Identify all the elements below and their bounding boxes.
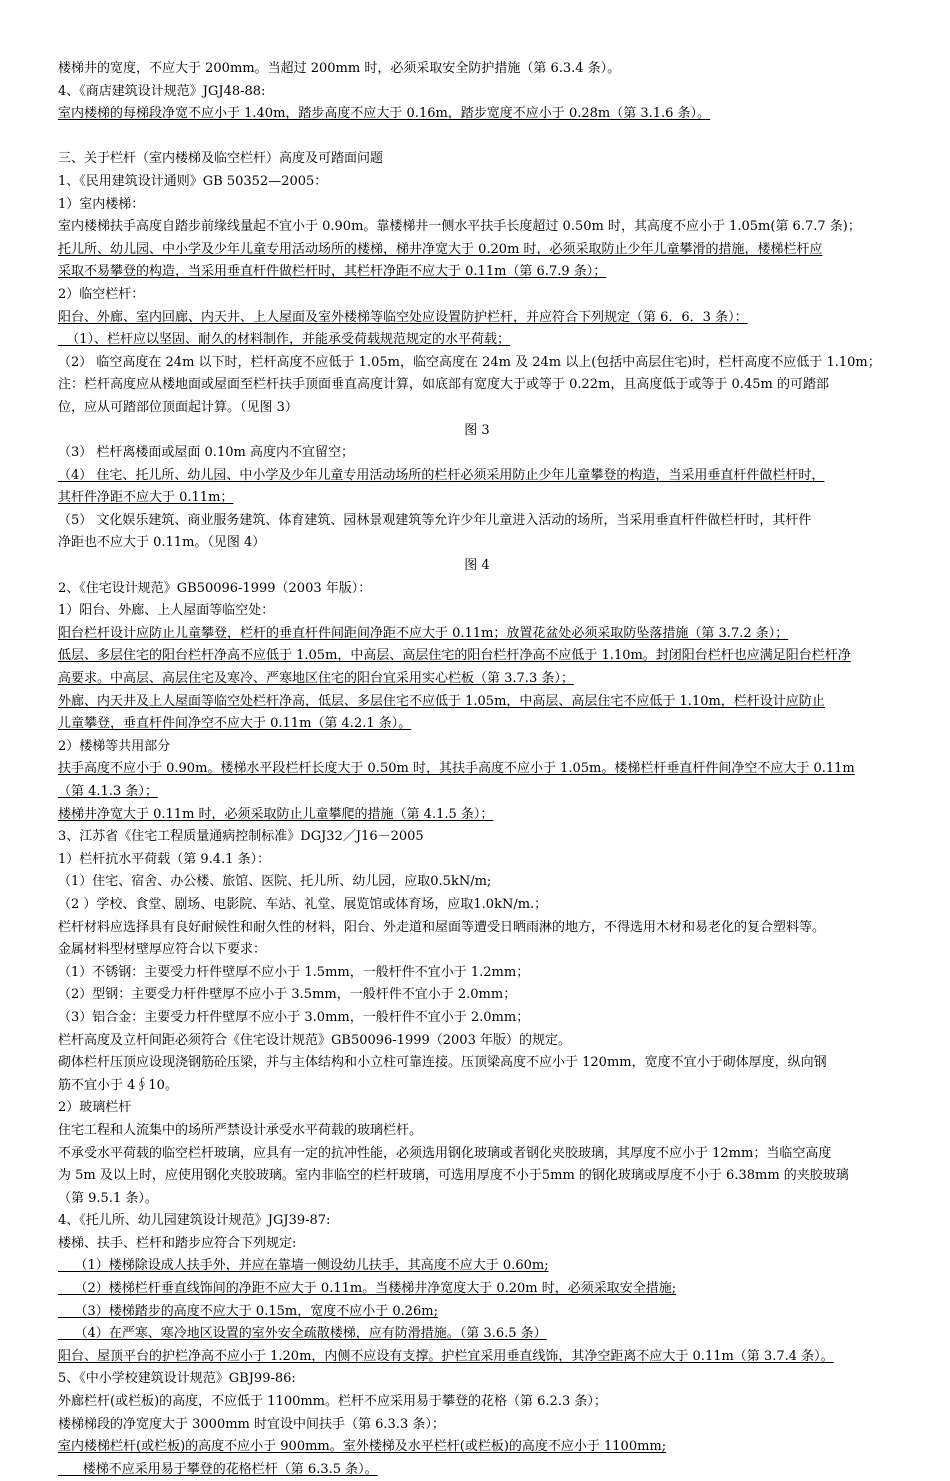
text-line: 楼梯、扶手、栏杆和踏步应符合下列规定: <box>58 1235 297 1251</box>
text-line: 筋不宜小于 4∮10。 <box>58 1077 178 1093</box>
text-line: （1）楼梯除设成人扶手外，并应在靠墙一侧设幼儿扶手，其高度不应大于 0.60m; <box>58 1258 549 1274</box>
text-line: 三、关于栏杆（室内楼梯及临空栏杆）高度及可踏面问题 <box>58 151 384 167</box>
text-line: 儿童攀登，垂直杆件间净空不应大于 0.11m（第 4.2.1 条）。 <box>58 716 412 732</box>
text-line: 1）阳台、外廊、上人屋面等临空处： <box>58 603 275 619</box>
text-line: 外廊、内天井及上人屋面等临空处栏杆净高，低层、多层住宅不应低于 1.05m，中高层、高层住宅不应低于 1.10m，栏杆设计应防止 <box>58 693 825 709</box>
text-line: 不承受水平荷载的临空栏杆玻璃，应具有一定的抗冲性能，必须选用钢化玻璃或者钢化夹胶玻璃，其厚度不应小于 12mm；当临空高度 <box>58 1145 832 1161</box>
text-line: 2）临空栏杆： <box>58 286 145 302</box>
text-line: （3）楼梯踏步的高度不应大于 0.15m，宽度不应小于 0.26m; <box>58 1303 438 1319</box>
text-line: 外廊栏杆(或栏板)的高度，不应低于 1100mm。栏杆不应采用易于攀登的花格（第 6.2.3 条）； <box>58 1394 607 1410</box>
text-line: 阳台栏杆设计应防止儿童攀登，栏杆的垂直杆件间距间净距不应大于 0.11m；放置花盆处必须采取防坠落措施（第 3.7.2 条）； <box>58 625 789 641</box>
text-line: （第 4.1.3 条）； <box>58 784 158 799</box>
text-line: 阳台、屋顶平台的护栏净高不应小于 1.20m，内侧不应设有支撑。护栏宜采用垂直线饰，其净空距离不应大于 0.11m（第 3.7.4 条）。 <box>58 1348 834 1364</box>
text-line: （3） 栏杆离楼面或屋面 0.10m 高度内不宜留空； <box>58 445 354 461</box>
text-line: 1）室内楼梯： <box>58 196 145 212</box>
text-line: 2）玻璃栏杆 <box>58 1100 132 1116</box>
text-line: 楼梯不应采用易于攀登的花格栏杆（第 6.3.5 条）。 <box>58 1461 378 1477</box>
text-line: 楼梯梯段的净宽度大于 3000mm 时宜设中间扶手（第 6.3.3 条）； <box>58 1416 445 1432</box>
text-line: 5、《中小学校建筑设计规范》GBJ99-86: <box>58 1371 296 1387</box>
text-line: 室内楼梯扶手高度自踏步前缘线量起不宜小于 0.90m。靠楼梯井一侧水平扶手长度超过 0.50m 时，其高度不应小于 1.05m(第 6.7.7 条)； <box>58 219 861 235</box>
text-line: 其杆件净距不应大于 0.11m； <box>58 490 234 506</box>
text-line: 住宅工程和人流集中的场所严禁设计承受水平荷载的玻璃栏杆。 <box>58 1122 423 1138</box>
text-line: 采取不易攀登的构造，当采用垂直杆件做栏杆时，其栏杆净距不应大于 0.11m（第 6.7.9 条）； <box>58 264 607 280</box>
text-line: （2 ）学校、食堂、剧场、电影院、车站、礼堂、展览馆或体育场，应取1.0kN/m.； <box>58 896 548 912</box>
text-line: 注：栏杆高度应从楼地面或屋面至栏杆扶手顶面垂直高度计算，如底部有宽度大于或等于 0.22m，且高度低于或等于 0.45m 的可踏部 <box>58 377 829 393</box>
text-line: 2）楼梯等共用部分 <box>58 738 171 754</box>
text-line: 楼梯井净宽大于 0.11m 时，必须采取防止儿童攀爬的措施（第 4.1.5 条）； <box>58 806 494 822</box>
text-line: 阳台、外廊、室内回廊、内天井、上人屋面及室外楼梯等临空处应设置防护栏杆，并应符合下列规定（第 6．6．3 条）： <box>58 309 748 325</box>
text-line: 3、江苏省《住宅工程质量通病控制标准》DGJ32／J16－2005 <box>58 829 424 845</box>
text-line: （1）、栏杆应以坚固、耐久的材料制作，并能承受荷载规范规定的水平荷载； <box>58 332 511 348</box>
text-line: 净距也不应大于 0.11m。（见图 4） <box>58 535 266 551</box>
text-line: 1、《民用建筑设计通则》GB 50352—2005： <box>58 173 328 189</box>
text-line: 栏杆材料应选择具有良好耐候性和耐久性的材料，阳台、外走道和屋面等遭受日晒雨淋的地方，不得选用木材和易老化的复合塑料等。 <box>58 919 826 935</box>
text-line: （2）楼梯栏杆垂直线饰间的净距不应大于 0.11m。当楼梯井净宽度大于 0.20m 时，必须采取安全措施; <box>58 1281 677 1297</box>
text-line: （2） 临空高度在 24m 以下时，栏杆高度不应低于 1.05m，临空高度在 24m 及 24m 以上(包括中高层住宅)时，栏杆高度不应低于 1.10m； <box>58 354 881 370</box>
text-line: 位，应从可踏部位顶面起计算。（见图 3） <box>58 399 298 415</box>
figure-caption: 图 3 <box>464 422 490 438</box>
text-line: 金属材料型材壁厚应符合以下要求： <box>58 942 267 958</box>
text-line: 高要求。中高层、高层住宅及寒冷、严寒地区住宅的阳台宜采用实心栏板（第 3.7.3 条）； <box>58 671 574 687</box>
text-line: 1）栏杆抗水平荷载（第 9.4.1 条）： <box>58 851 271 867</box>
text-line: 低层、多层住宅的阳台栏杆净高不应低于 1.05m，中高层、高层住宅的阳台栏杆净高不应低于 1.10m。封闭阳台栏杆也应满足阳台栏杆净 <box>58 648 851 664</box>
text-line: 室内楼梯栏杆(或栏板)的高度不应小于 900mm。室外楼梯及水平栏杆(或栏板)的高度不应小于 1100mm; <box>58 1439 667 1455</box>
text-line: 栏杆高度及立杆间距必须符合《住宅设计规范》GB50096-1999（2003 年版）的规定。 <box>58 1032 571 1048</box>
text-line: 托儿所、幼儿园、中小学及少年儿童专用活动场所的楼梯，梯井净宽大于 0.20m 时，必须采取防止少年儿童攀滑的措施，楼梯栏杆应 <box>58 241 823 257</box>
text-line: （5） 文化娱乐建筑、商业服务建筑、体育建筑、园林景观建筑等允许少年儿童进入活动的场所，当采用垂直杆件做栏杆时，其杆件 <box>58 512 812 528</box>
text-line: 4、《商店建筑设计规范》JGJ48-88: <box>58 83 266 99</box>
text-line: （4） 住宅、托儿所、幼儿园、中小学及少年儿童专用活动场所的栏杆必须采用防止少年儿童攀登的构造，当采用垂直杆件做栏杆时， <box>58 467 825 483</box>
text-line: （1）不锈钢：主要受力杆件壁厚不应小于 1.5mm，一般杆件不宜小于 1.2mm； <box>58 964 530 980</box>
text-line: 4、《托儿所、幼儿园建筑设计规范》JGJ39-87: <box>58 1213 331 1229</box>
text-line: （3）铝合金：主要受力杆件壁厚不应小于 3.0mm，一般杆件不宜小于 2.0mm； <box>58 1009 530 1025</box>
text-line: 2、《住宅设计规范》GB50096-1999（2003 年版）： <box>58 580 372 596</box>
text-line: （第 9.5.1 条）。 <box>58 1190 158 1206</box>
text-line: 扶手高度不应小于 0.90m。楼梯水平段栏杆长度大于 0.50m 时，其扶手高度不应小于 1.05m。楼梯栏杆垂直杆件间净空不应大于 0.11m <box>58 761 855 777</box>
blank-line <box>58 126 896 149</box>
figure-caption: 图 4 <box>464 558 490 574</box>
document-body <box>58 58 896 1481</box>
text-line: 楼梯井的宽度，不应大于 200mm。当超过 200mm 时，必须采取安全防护措施（第 6.3.4 条）。 <box>58 61 621 76</box>
text-line: 砌体栏杆压顶应设现浇钢筋砼压梁，并与主体结构和小立柱可靠连接。压顶梁高度不应小于 120mm，宽度不宜小于砌体厚度，纵向钢 <box>58 1055 827 1071</box>
text-line: （1）住宅、宿舍、办公楼、旅馆、医院、托儿所、幼儿园，应取0.5kN/m; <box>58 874 492 890</box>
text-line: （2）型钢：主要受力杆件壁厚不应小于 3.5mm，一般杆件不宜小于 2.0mm； <box>58 987 517 1003</box>
text-line: 室内楼梯的每梯段净宽不应小于 1.40m，踏步高度不应大于 0.16m，踏步宽度不应小于 0.28m（第 3.1.6 条）。 <box>58 106 711 122</box>
text-line: 为 5m 及以上时，应使用钢化夹胶玻璃。室内非临空的栏杆玻璃，可选用厚度不小于5mm 的钢化玻璃或厚度不小于 6.38mm 的夹胶玻璃 <box>58 1168 849 1184</box>
text-line: （4）在严寒、寒冷地区设置的室外安全疏散楼梯，应有防滑措施。（第 3.6.5 条） <box>58 1326 547 1342</box>
